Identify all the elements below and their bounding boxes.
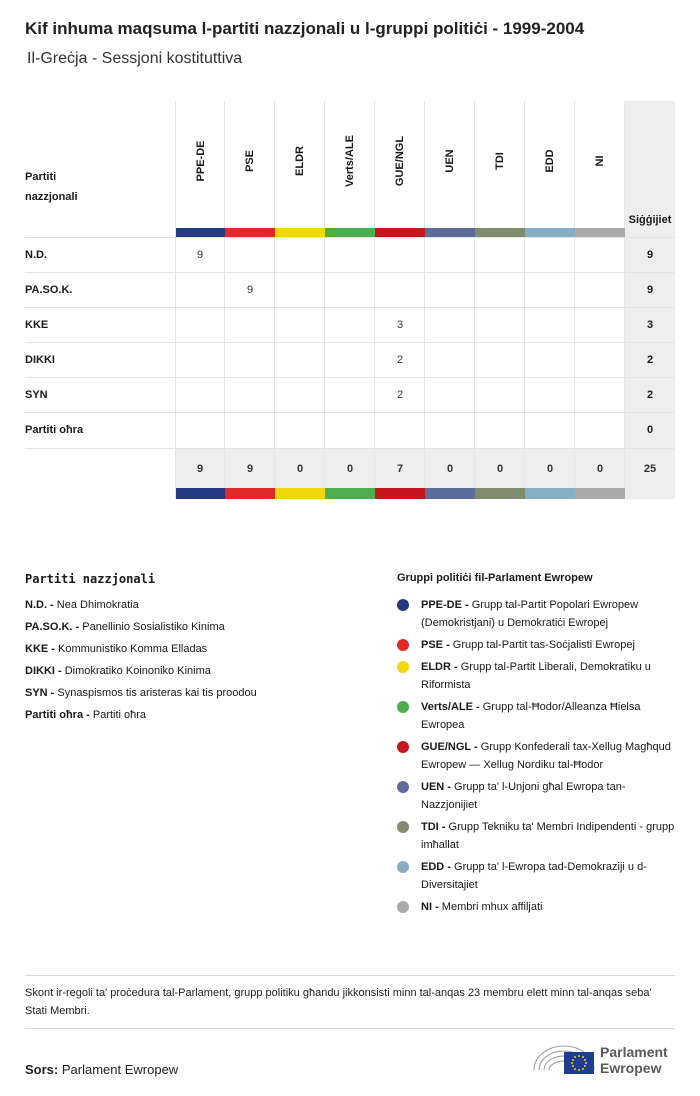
group-color-bar-bottom (275, 488, 325, 499)
column-total: 0 (296, 463, 304, 475)
national-legend-heading: Partiti nazzjonali (25, 572, 156, 586)
footnote: Skont ir-regoli ta' proċedura tal-Parlament, grupp politiku għandu jikkonsisti minn tal-anqas 23 membru elett minn tal-anqas seba' Stati Membri. (25, 987, 652, 1017)
row-total: 9 (646, 284, 654, 296)
national-legend-item: PA.SO.K. - Panellinio Sosialistiko Kinima (25, 621, 225, 633)
group-color-bar-bottom (475, 488, 525, 499)
national-legend-item: KKE - Kommunistiko Komma Elladas (25, 643, 208, 655)
seat-cell: 9 (246, 284, 254, 296)
seat-cell: 2 (396, 354, 404, 366)
page-title: Kif inhuma maqsuma l-partiti nazzjonali u l-gruppi politiċi - 1999-2004 (25, 19, 585, 38)
group-color-bar (425, 228, 475, 237)
totals-row (25, 448, 675, 488)
group-color-dot (397, 901, 409, 913)
political-groups-legend (397, 572, 677, 920)
group-color-dot (397, 781, 409, 793)
group-legend-item: GUE/NGL - Grupp Konfederali tax-Xellug Magħqud Ewropew — Xellug Nordiku tal-Ħodor (397, 738, 677, 774)
table-row (25, 272, 675, 307)
divider (25, 1028, 675, 1029)
party-name: DIKKI (25, 354, 55, 366)
national-legend-item: SYN - Synaspismos tis aristeras kai tis proodou (25, 687, 257, 699)
group-color-bar-bottom (425, 488, 475, 499)
table-row (25, 377, 675, 412)
table-row (25, 342, 675, 377)
group-color-bar (225, 228, 275, 237)
grand-total: 25 (643, 463, 657, 475)
national-parties-legend (25, 572, 365, 726)
group-legend-item: Verts/ALE - Grupp tal-Ħodor/Alleanza Ħielsa Ewropea (397, 698, 677, 734)
group-color-bar (575, 228, 625, 237)
column-total: 9 (196, 463, 204, 475)
group-color-bar (275, 228, 325, 237)
group-color-bar (525, 228, 575, 237)
group-column-header: TDI (494, 152, 506, 170)
table-row (25, 307, 675, 342)
row-total: 3 (646, 319, 654, 331)
party-name: Partiti oħra (25, 424, 84, 436)
group-color-dot (397, 741, 409, 753)
group-color-bar (325, 228, 375, 237)
row-total: 9 (646, 249, 654, 261)
column-total: 0 (596, 463, 604, 475)
table-row (25, 237, 675, 272)
group-legend-item: EDD - Grupp ta' l-Ewropa tad-Demokraziji u d-Diversitajiet (397, 858, 677, 894)
group-column-header: NI (594, 155, 606, 167)
group-color-bar (375, 228, 425, 237)
group-color-dot (397, 861, 409, 873)
column-total: 7 (396, 463, 404, 475)
party-name: SYN (25, 389, 48, 401)
group-legend-item: ELDR - Grupp tal-Partit Liberali, Demokratiku u Riformista (397, 658, 677, 694)
page-subtitle: Il-Greċja - Sessjoni kostituttiva (27, 50, 243, 67)
source-label: Sors: (25, 1062, 59, 1077)
group-legend-item: UEN - Grupp ta' l-Unjoni għal Ewropa tan-Nazzjonijiet (397, 778, 677, 814)
group-column-header: UEN (444, 149, 456, 173)
group-color-bar (475, 228, 525, 237)
group-legend-item: PSE - Grupp tal-Partit tas-Soċjalisti Ewropej (397, 636, 677, 654)
group-legend-item: PPE-DE - Grupp tal-Partit Popolari Ewropew (Demokristjani) u Demokratiċi Ewropej (397, 596, 677, 632)
group-column-header: PSE (244, 149, 256, 173)
seat-cell: 3 (396, 319, 404, 331)
seat-cell: 9 (196, 249, 204, 261)
column-total: 0 (546, 463, 554, 475)
group-color-bar-bottom (325, 488, 375, 499)
party-name: N.D. (25, 249, 47, 261)
group-color-dot (397, 821, 409, 833)
row-total: 0 (646, 424, 654, 436)
column-total: 0 (346, 463, 354, 475)
group-color-bar-bottom (525, 488, 575, 499)
groups-legend-heading: Gruppi politiċi fil-Parlament Ewropew (397, 572, 593, 584)
group-column-header: Verts/ALE (344, 135, 356, 187)
group-column-header: ELDR (294, 146, 306, 176)
column-total: 0 (446, 463, 454, 475)
group-legend-item: TDI - Grupp Tekniku ta' Membri Indipendenti - grupp imħallat (397, 818, 677, 854)
group-color-bar-bottom (575, 488, 625, 499)
national-legend-item: DIKKI - Dimokratiko Koinoniko Kinima (25, 665, 211, 677)
logo-text: Parlament Ewropew (600, 1044, 668, 1076)
national-legend-item: Partiti oħra - Partiti oħra (25, 709, 147, 721)
group-color-bar-bottom (375, 488, 425, 499)
group-column-header: GUE/NGL (394, 135, 406, 187)
row-total: 2 (646, 389, 654, 401)
seat-cell: 2 (396, 389, 404, 401)
row-header-label: Partiti nazzjonali (25, 171, 78, 203)
party-name: PA.SO.K. (25, 284, 73, 296)
column-total: 0 (496, 463, 504, 475)
table-row (25, 412, 675, 447)
column-total: 9 (246, 463, 254, 475)
group-legend-item: NI - Membri mhux affiljati (397, 898, 677, 916)
hemicycle-icon (530, 1040, 598, 1076)
row-total: 2 (646, 354, 654, 366)
group-color-bar (176, 228, 226, 237)
group-column-header: PPE-DE (195, 140, 207, 182)
national-legend-item: N.D. - Nea Dhimokratia (25, 599, 139, 611)
group-color-bar-bottom (176, 488, 226, 499)
group-color-bar-bottom (225, 488, 275, 499)
parliament-logo (530, 1040, 676, 1076)
group-color-dot (397, 661, 409, 673)
group-column-header: EDD (544, 149, 556, 173)
group-color-dot (397, 599, 409, 611)
divider (25, 975, 675, 976)
source-line (25, 1062, 178, 1077)
party-name: KKE (25, 319, 49, 331)
group-color-dot (397, 639, 409, 651)
total-column-header: Siġġijiet (628, 214, 672, 226)
source-value: Parlament Ewropew (61, 1062, 179, 1077)
group-color-dot (397, 701, 409, 713)
